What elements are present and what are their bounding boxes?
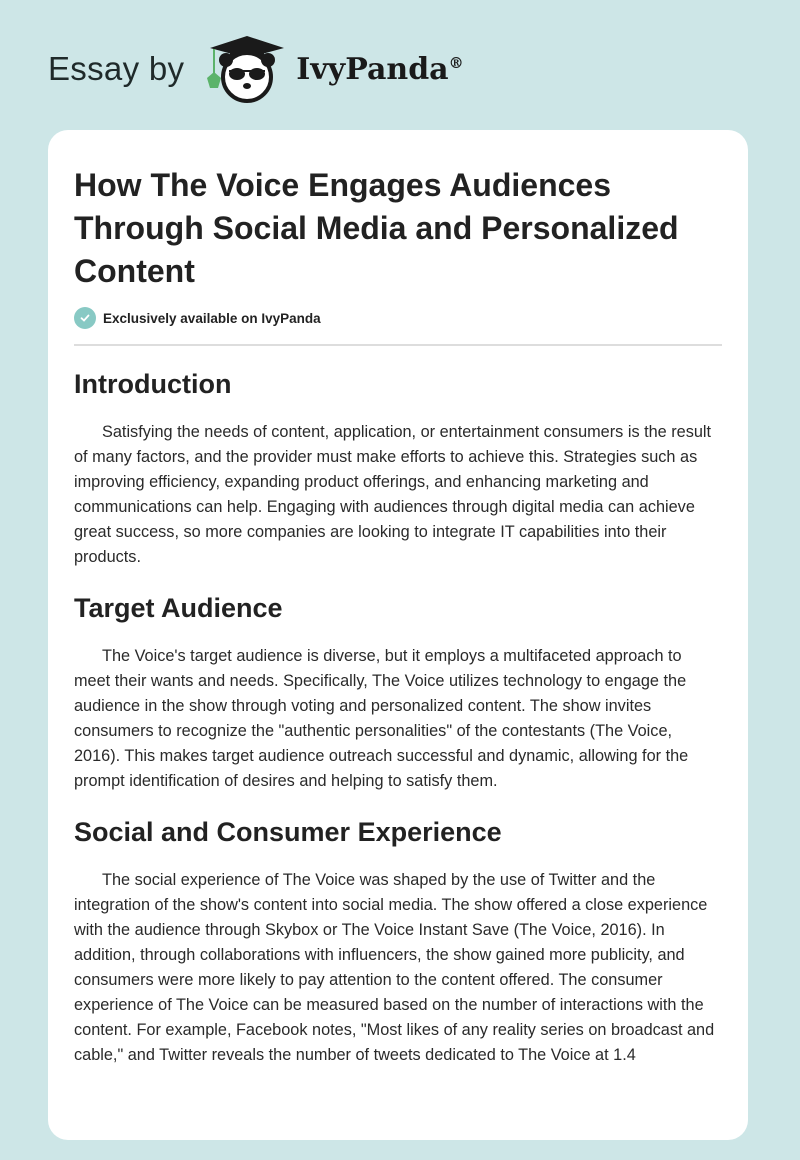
exclusive-badge: [74, 307, 722, 329]
section-paragraph: Satisfying the needs of content, application, or entertainment consumers is the result of many factors, and the provider must make efforts to achieve this. Strategies such as improving efficiency, expanding product offerings, and enhancing marketing and communications can help. Engaging with audiences through digital media can achieve great success, so more companies are looking to integrate IT capabilities into their products.: [74, 423, 712, 566]
section-paragraph: The social experience of The Voice was shaped by the use of Twitter and the integration of the show's content into social media. The show offered a close experience with the audience through Skybox or The Voice Instant Save (The Voice, 2016). In addition, through collaborations with influencers, the show gained more publicity, and consumers were more likely to pay attention to the content offered. The consumer experience of The Voice can be measured based on the number of interactions with the content. For example, Facebook notes, "Most likes of any reality series on broadcast and cable," and Twitter reveals the number of tweets dedicated to The Voice at 1.4: [74, 871, 715, 1064]
ivypanda-logo-icon[interactable]: [202, 34, 292, 104]
section-paragraph: The Voice's target audience is diverse, but it employs a multifaceted approach to meet their wants and needs. Specifically, The Voice utilizes technology to engage the audience in the show through voting and personalized content. The show invites consumers to recognize the "authentic personalities" of the contestants (The Voice, 2016). This makes target audience outreach successful and dynamic, allowing for the prompt identification of desires and helping to satisfy them.: [74, 647, 689, 790]
section-heading: Introduction: [74, 369, 232, 399]
section-heading: Social and Consumer Experience: [74, 817, 502, 847]
section-heading: Target Audience: [74, 593, 283, 623]
essay-by-label: Essay by: [48, 50, 185, 87]
brand-text: IvyPanda: [296, 51, 449, 87]
registered-mark: ®: [448, 53, 464, 72]
badge-label: Exclusively available on IvyPanda: [103, 310, 321, 326]
site-header: [48, 34, 464, 104]
check-icon: [74, 307, 96, 329]
brand-name[interactable]: [296, 52, 463, 87]
essay-title: How The Voice Engages Audiences Through Social Media and Personalized Content: [74, 167, 679, 289]
divider: [74, 344, 722, 346]
essay-card: [48, 130, 748, 1140]
